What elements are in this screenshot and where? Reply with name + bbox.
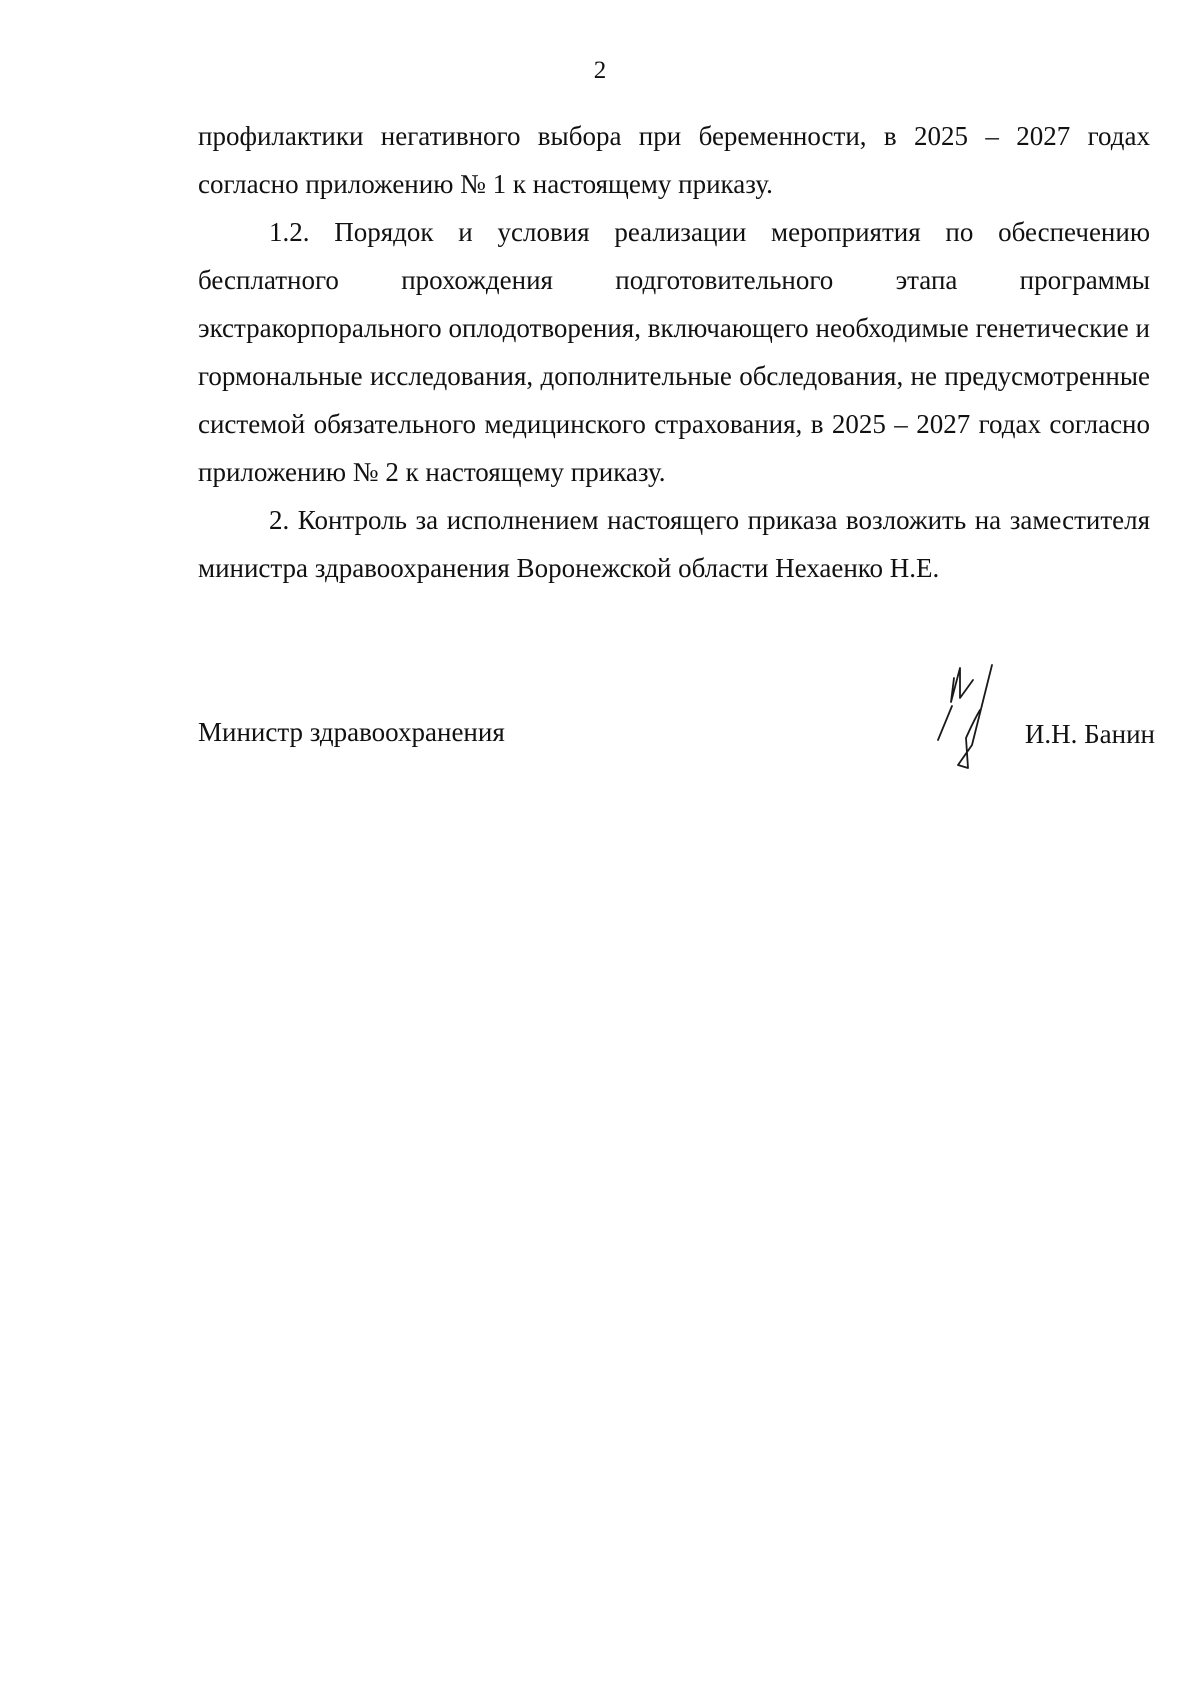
paragraph-2: 2. Контроль за исполнением настоящего приказа возложить на заместителя министра здравоохранения Воронежской области Нехаенко Н.Е. [198,505,1150,583]
paragraph-1-2: 1.2. Порядок и условия реализации мероприятия по обеспечению бесплатного прохождения подготовительного этапа программы экстракорпорального оплодотворения, включающего необходимые генетические и гормональные исследования, дополнительные обследования, не предусмотренные системой обязательного медицинского страхования, в 2025 – 2027 годах согласно приложению № 2 к настоящему приказу. [198,217,1150,487]
signer-title: Министр здравоохранения [198,717,505,747]
handwritten-signature-icon [916,660,1016,795]
document-body [198,112,1150,592]
page-number: 2 [593,57,607,84]
paragraph-1-1-continuation: профилактики негативного выбора при беременности, в 2025 – 2027 годах согласно приложению № 1 к настоящему приказу. [198,121,1150,199]
signature-block [198,660,1155,810]
signer-name: И.Н. Банин [1024,719,1155,749]
